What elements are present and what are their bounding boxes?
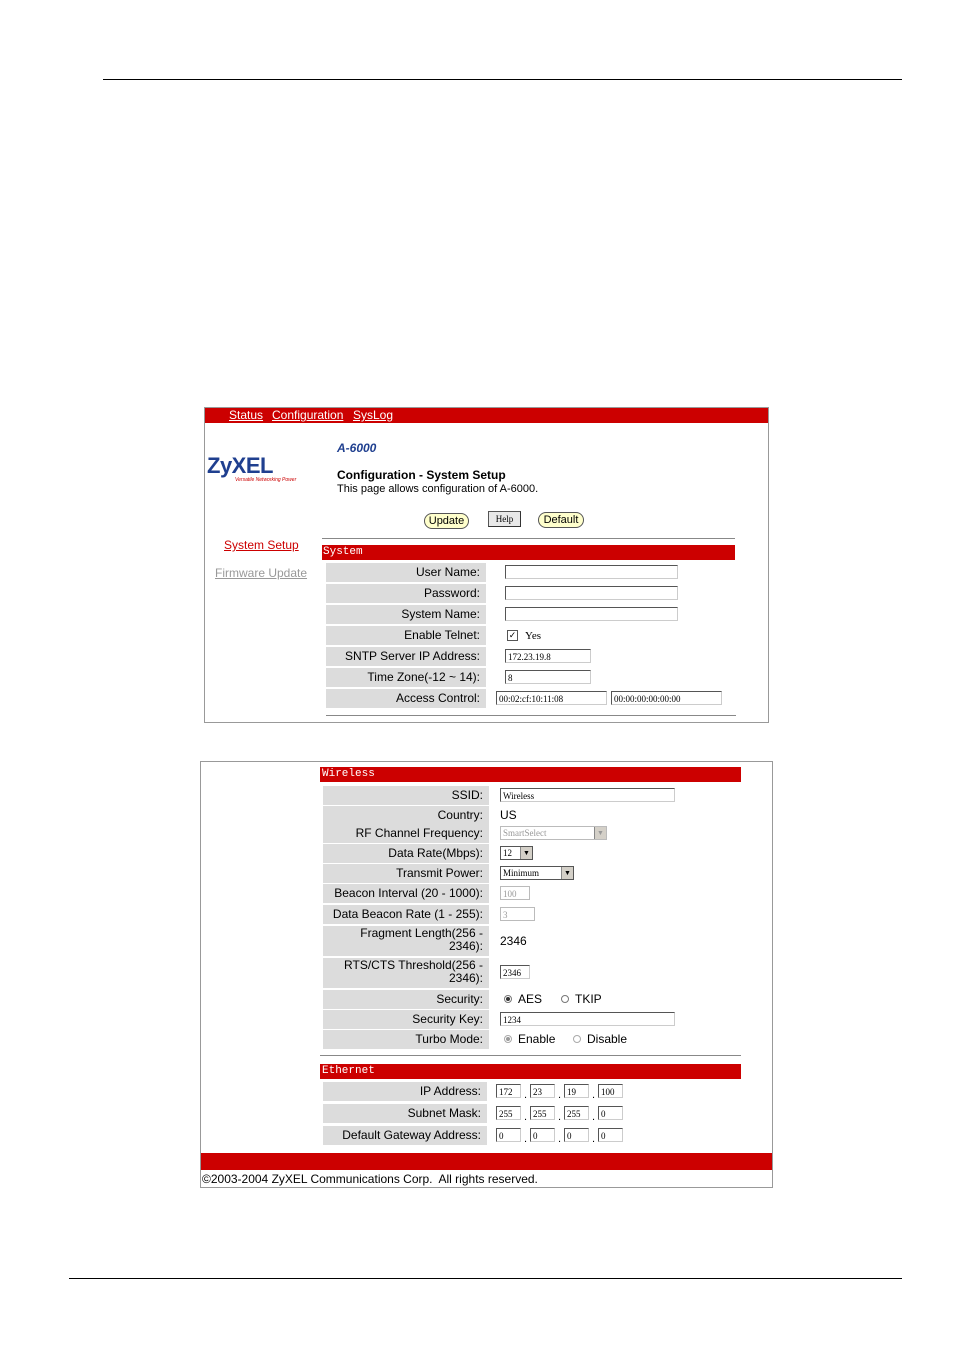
- chevron-down-icon: ▼: [520, 847, 532, 859]
- transmit-power-select[interactable]: [500, 866, 574, 880]
- help-button[interactable]: Help: [488, 511, 521, 527]
- zyxel-logo: ZyXEL Versatile Networking Power: [207, 453, 297, 483]
- subnet-mask-label: Subnet Mask:: [323, 1104, 487, 1123]
- sidebar-item-firmware-update[interactable]: Firmware Update: [215, 566, 308, 580]
- enable-telnet-label: Enable Telnet:: [326, 626, 486, 645]
- divider: [322, 538, 735, 539]
- turbo-enable-label: Enable: [518, 1032, 556, 1046]
- user-name-label: User Name:: [326, 563, 486, 582]
- transmit-power-label: Transmit Power:: [323, 864, 489, 883]
- gateway-octet-4[interactable]: 0: [598, 1128, 623, 1142]
- sntp-input[interactable]: 172.23.19.8: [505, 649, 591, 663]
- chevron-down-icon: ▼: [561, 867, 573, 879]
- turbo-disable-label: Disable: [587, 1032, 628, 1046]
- data-rate-label: Data Rate(Mbps):: [323, 844, 489, 863]
- access-control-input-2[interactable]: 00:00:00:00:00:00: [611, 691, 722, 705]
- chevron-down-icon: ▼: [594, 827, 606, 839]
- update-button[interactable]: Update: [424, 513, 469, 529]
- page-header-rule: [103, 79, 902, 80]
- ethernet-section-title: Ethernet: [322, 1065, 375, 1077]
- ip-dot: .: [558, 1089, 562, 1101]
- system-section-header: [322, 545, 735, 560]
- nav-syslog-link[interactable]: SysLog: [353, 408, 394, 422]
- country-value: US: [500, 808, 517, 822]
- subnet-mask-octet-1[interactable]: 255: [496, 1106, 521, 1120]
- default-button[interactable]: Default: [538, 512, 584, 528]
- time-zone-input[interactable]: 8: [505, 670, 591, 684]
- fragment-length-label: Fragment Length(256 - 2346):: [323, 926, 489, 956]
- data-rate-value: 12: [503, 848, 512, 858]
- default-gateway-label: Default Gateway Address:: [323, 1126, 487, 1145]
- country-label: Country:: [323, 806, 489, 825]
- data-beacon-rate-input[interactable]: 3: [500, 907, 535, 921]
- beacon-interval-input[interactable]: 100: [500, 886, 530, 900]
- footer-bar: [201, 1153, 772, 1170]
- mask-dot: .: [524, 1111, 528, 1123]
- access-control-input-1[interactable]: 00:02:cf:10:11:08: [496, 691, 607, 705]
- wireless-bottom-divider: [320, 1055, 741, 1056]
- rts-threshold-label: RTS/CTS Threshold(256 - 2346):: [323, 958, 489, 988]
- nav-configuration-link[interactable]: Configuration: [272, 408, 344, 422]
- model-name: A-6000: [337, 441, 377, 455]
- nav-status-link[interactable]: Status: [229, 408, 264, 422]
- system-name-label: System Name:: [326, 605, 486, 624]
- subnet-mask-octet-3[interactable]: 255: [564, 1106, 589, 1120]
- ssid-label: SSID:: [323, 786, 489, 805]
- rf-channel-select[interactable]: [500, 826, 607, 840]
- ethernet-section-header: [320, 1064, 741, 1079]
- gateway-octet-1[interactable]: 0: [496, 1128, 521, 1142]
- system-name-input[interactable]: [505, 607, 678, 621]
- turbo-enable-radio[interactable]: [504, 1035, 512, 1043]
- password-input[interactable]: [505, 586, 678, 600]
- gateway-dot: .: [592, 1133, 596, 1145]
- gateway-octet-3[interactable]: 0: [564, 1128, 589, 1142]
- security-tkip-label: TKIP: [575, 992, 602, 1006]
- beacon-interval-label: Beacon Interval (20 - 1000):: [323, 884, 489, 903]
- ip-address-octet-1[interactable]: 172: [496, 1084, 521, 1098]
- access-control-label: Access Control:: [326, 689, 486, 708]
- time-zone-label: Time Zone(-12 ~ 14):: [326, 668, 486, 687]
- system-section-title: System: [323, 546, 363, 558]
- data-beacon-rate-label: Data Beacon Rate (1 - 255):: [323, 905, 489, 924]
- telnet-yes-label: Yes: [525, 630, 542, 642]
- wireless-ethernet-screenshot: [200, 761, 773, 1188]
- turbo-disable-radio[interactable]: [573, 1035, 581, 1043]
- gateway-dot: .: [558, 1133, 562, 1145]
- ip-address-octet-2[interactable]: 23: [530, 1084, 555, 1098]
- page-title: Configuration - System Setup: [337, 468, 506, 482]
- ssid-input[interactable]: Wireless: [500, 788, 675, 802]
- rts-threshold-input[interactable]: 2346: [500, 965, 530, 979]
- security-key-label: Security Key:: [323, 1010, 489, 1029]
- gateway-dot: .: [524, 1133, 528, 1145]
- user-name-input[interactable]: [505, 565, 678, 579]
- wireless-section-title: Wireless: [322, 768, 375, 780]
- ip-address-octet-4[interactable]: 100: [598, 1084, 623, 1098]
- ip-dot: .: [524, 1089, 528, 1101]
- security-aes-radio[interactable]: [504, 995, 512, 1003]
- ip-dot: .: [592, 1089, 596, 1101]
- turbo-mode-label: Turbo Mode:: [323, 1030, 489, 1049]
- security-tkip-radio[interactable]: [561, 995, 569, 1003]
- security-key-input[interactable]: 1234: [500, 1012, 675, 1026]
- data-rate-select[interactable]: [500, 846, 533, 860]
- security-label: Security:: [323, 990, 489, 1009]
- subnet-mask-octet-4[interactable]: 0: [598, 1106, 623, 1120]
- ip-address-octet-3[interactable]: 19: [564, 1084, 589, 1098]
- system-setup-screenshot: [204, 407, 769, 723]
- wireless-section-header: [320, 767, 741, 782]
- security-aes-label: AES: [518, 992, 543, 1006]
- ip-address-label: IP Address:: [323, 1082, 487, 1101]
- page-footer-rule: [69, 1278, 902, 1279]
- subnet-mask-octet-2[interactable]: 255: [530, 1106, 555, 1120]
- rf-channel-label: RF Channel Frequency:: [323, 824, 489, 843]
- rf-channel-value: SmartSelect: [503, 828, 547, 838]
- sntp-label: SNTP Server IP Address:: [326, 647, 486, 666]
- copyright-text: ©2003-2004 ZyXEL Communications Corp. All rights reserved.: [202, 1172, 538, 1186]
- sidebar-item-system-setup[interactable]: System Setup: [224, 538, 299, 552]
- password-label: Password:: [326, 584, 486, 603]
- mask-dot: .: [592, 1111, 596, 1123]
- fragment-length-value: 2346: [500, 934, 527, 948]
- page-description: This page allows configuration of A-6000.: [337, 483, 539, 495]
- transmit-power-value: Minimum: [503, 868, 540, 878]
- system-bottom-divider: [326, 715, 736, 716]
- gateway-octet-2[interactable]: 0: [530, 1128, 555, 1142]
- telnet-checkbox[interactable]: ✓: [508, 630, 517, 640]
- mask-dot: .: [558, 1111, 562, 1123]
